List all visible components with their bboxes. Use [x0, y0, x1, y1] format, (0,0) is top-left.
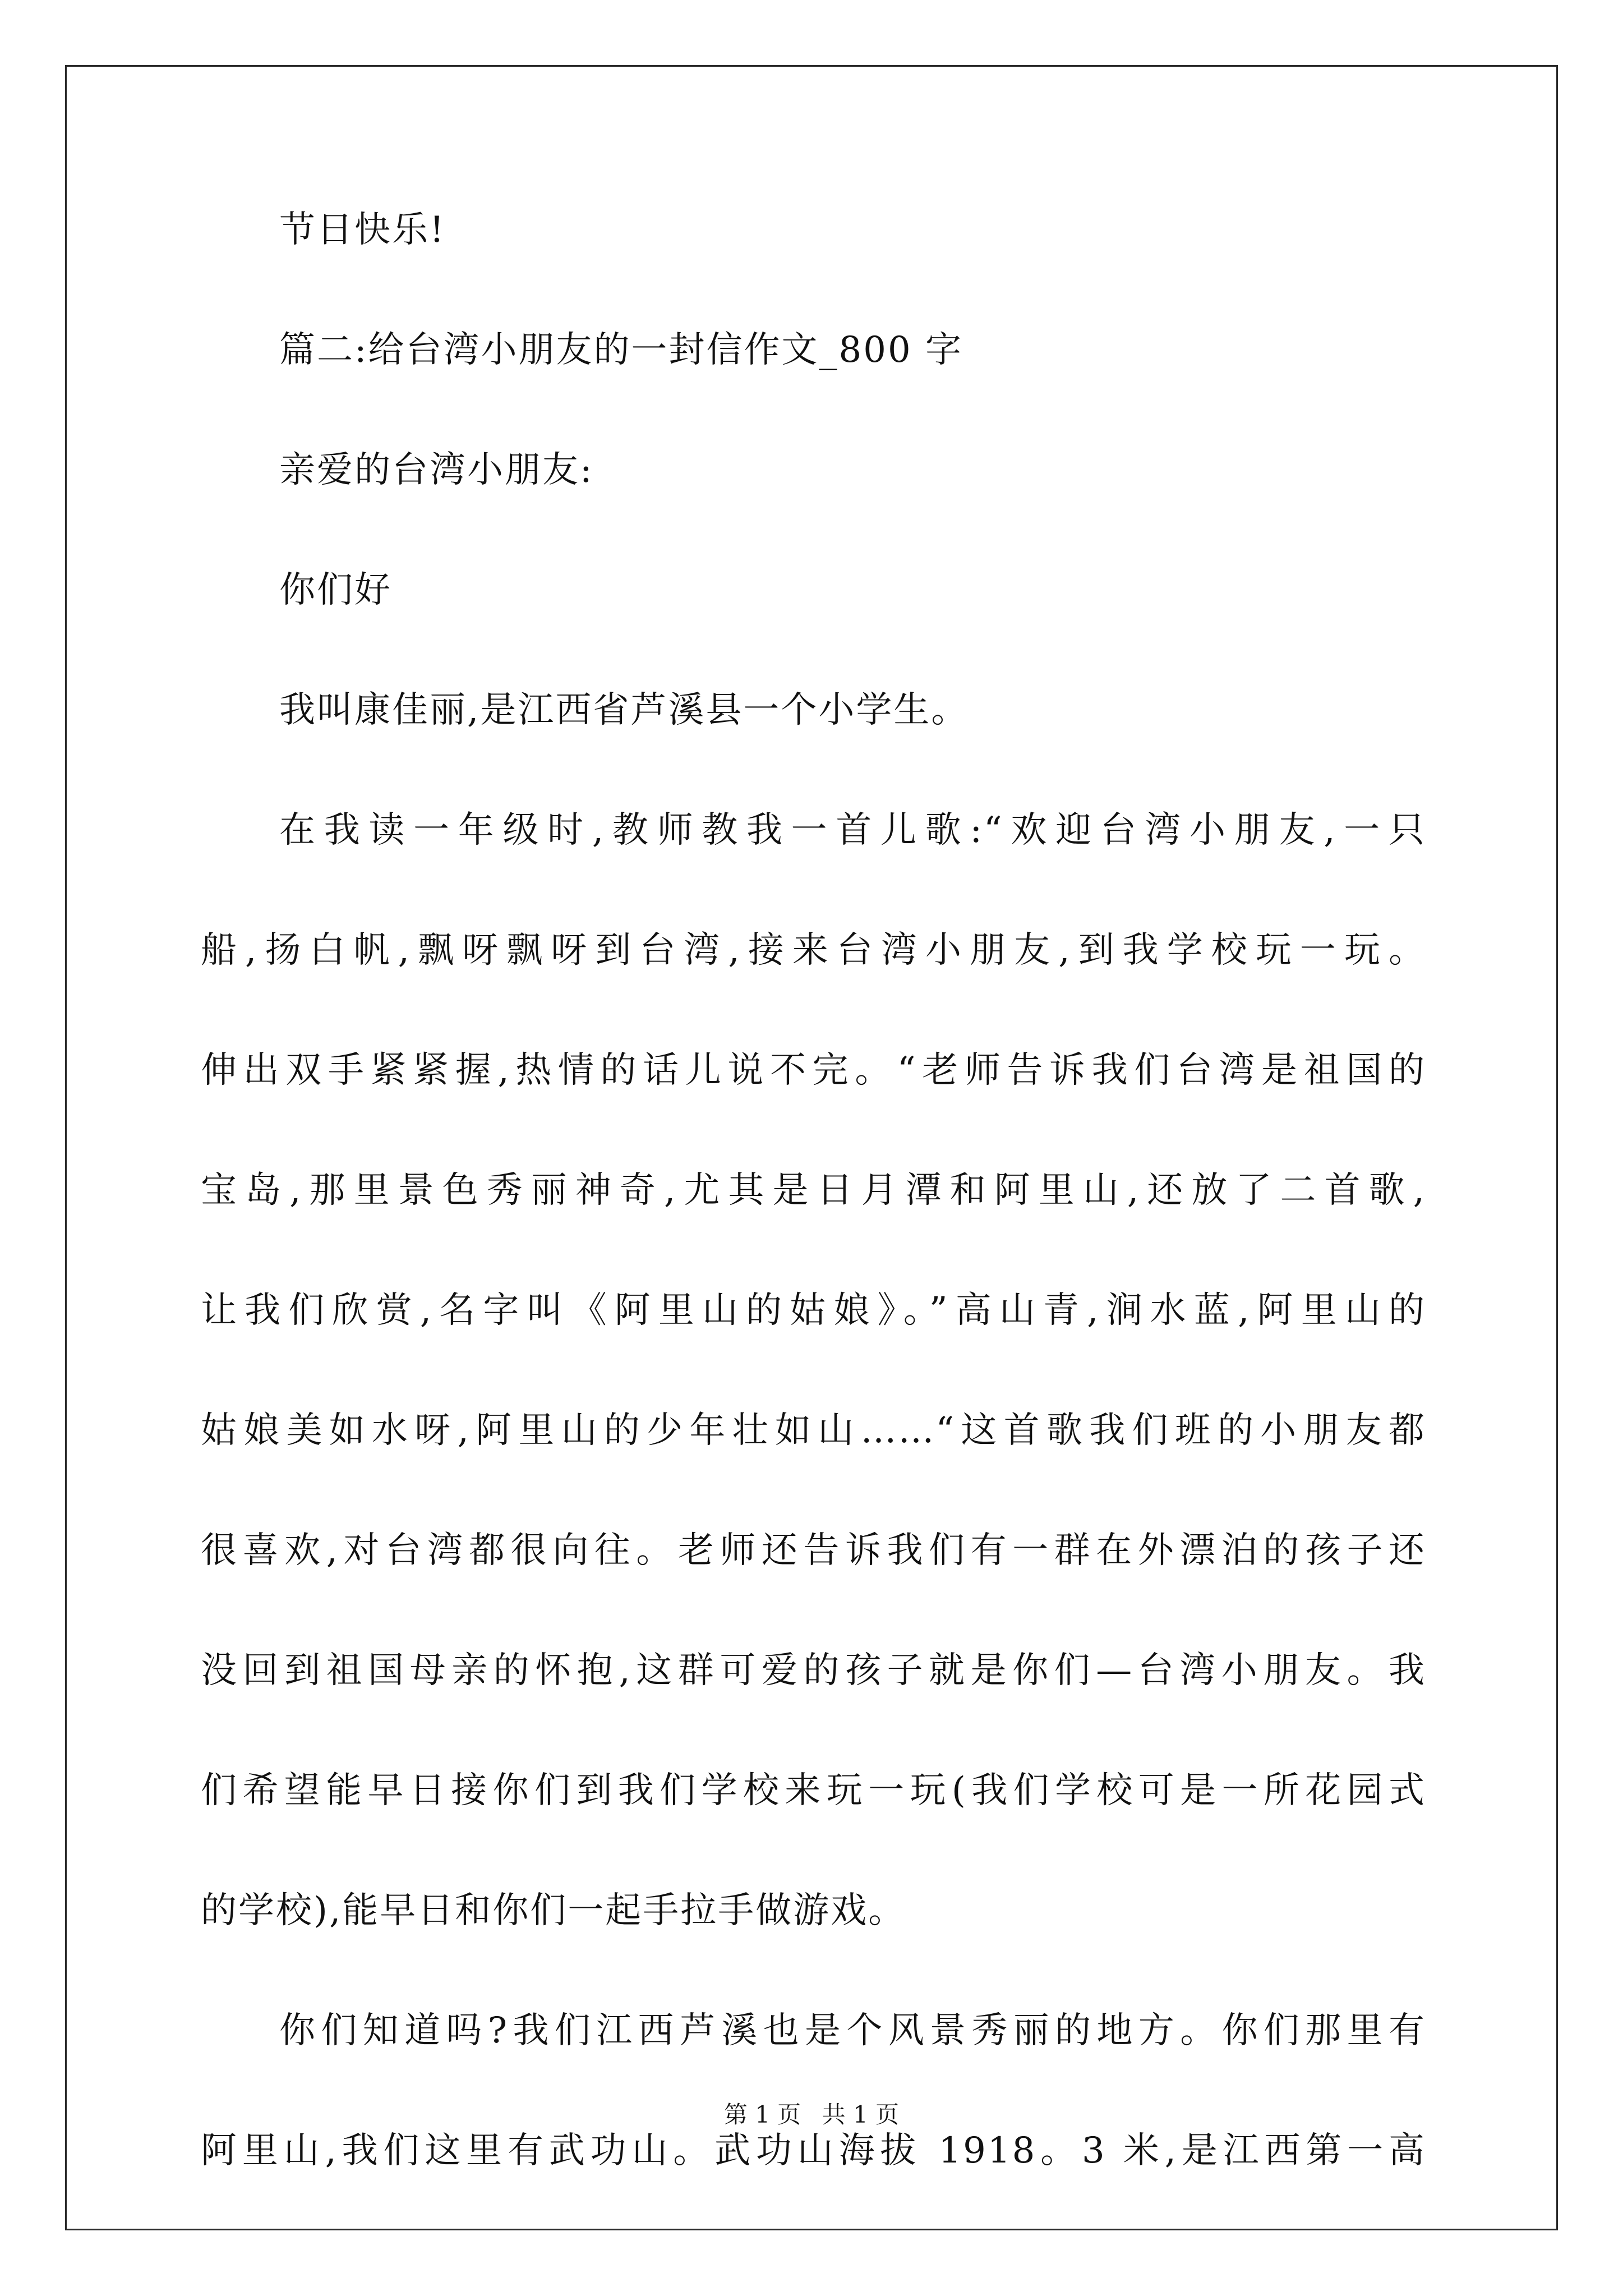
page-total: 共 1 页 [822, 2101, 900, 2128]
paragraph-line: 很喜欢,对台湾都很向往。老师还告诉我们有一群在外漂泊的孩子还 [201, 1530, 1426, 1571]
paragraph-line: 们希望能早日接你们到我们学校来玩一玩(我们学校可是一所花园式 [201, 1770, 1426, 1811]
paragraph-line: 伸出双手紧紧握,热情的话儿说不完。“老师告诉我们台湾是祖国的 [201, 1050, 1426, 1091]
paragraph-line: 没回到祖国母亲的怀抱,这群可爱的孩子就是你们—台湾小朋友。我 [201, 1650, 1426, 1691]
paragraph-line: 你们好 [279, 569, 392, 611]
page-number: 第 1 页 [723, 2101, 801, 2128]
paragraph-line: 阿里山,我们这里有武功山。武功山海拔 1918。3 米,是江西第一高 [201, 2130, 1426, 2171]
paragraph-line: 你们知道吗?我们江西芦溪也是个风景秀丽的地方。你们那里有 [279, 2010, 1426, 2051]
paragraph-line: 篇二:给台湾小朋友的一封信作文_800 字 [279, 329, 963, 371]
paragraph-line: 在我读一年级时,教师教我一首儿歌:“欢迎台湾小朋友,一只 [279, 809, 1426, 851]
paragraph-line: 节日快乐! [279, 209, 446, 251]
paragraph-line: 船,扬白帆,飘呀飘呀到台湾,接来台湾小朋友,到我学校玩一玩。 [201, 930, 1426, 971]
page-footer [0, 2098, 1623, 2132]
paragraph-line: 让我们欣赏,名字叫《阿里山的姑娘》。”高山青,涧水蓝,阿里山的 [201, 1290, 1426, 1331]
paragraph-line: 亲爱的台湾小朋友: [279, 449, 594, 491]
paragraph-line: 我叫康佳丽,是江西省芦溪县一个小学生。 [279, 689, 969, 731]
paragraph-line: 的学校),能早日和你们一起手拉手做游戏。 [201, 1890, 906, 1931]
paragraph-line: 宝岛,那里景色秀丽神奇,尤其是日月潭和阿里山,还放了二首歌, [201, 1170, 1426, 1211]
paragraph-line: 姑娘美如水呀,阿里山的少年壮如山……“这首歌我们班的小朋友都 [201, 1410, 1426, 1451]
